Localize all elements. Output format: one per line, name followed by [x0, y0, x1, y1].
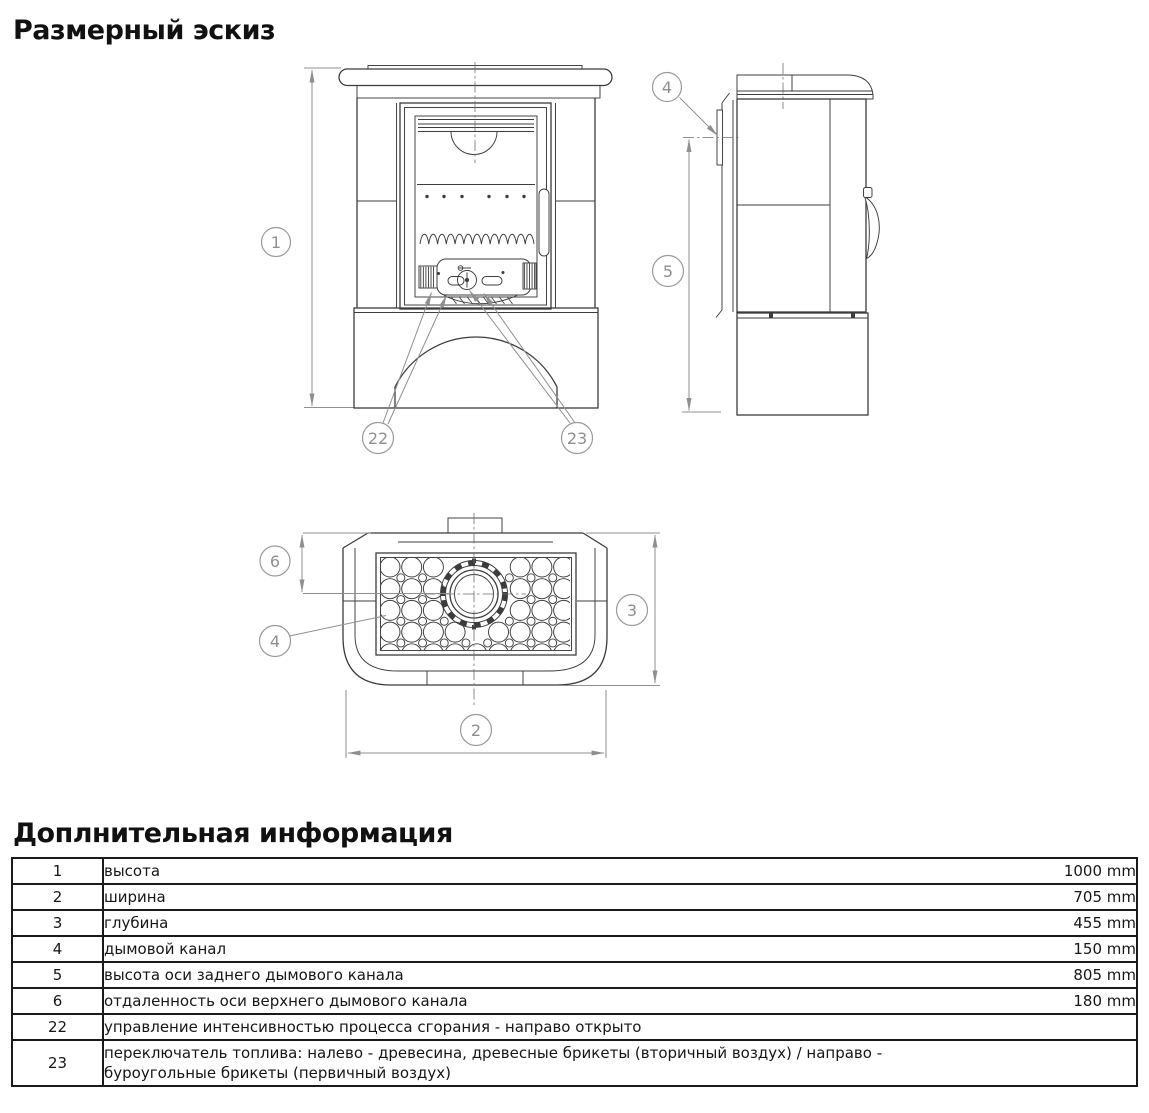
louver-band [418, 120, 534, 132]
callout-3 [617, 595, 648, 626]
row-value: 180 mm [978, 988, 1137, 1014]
top-plate-side [737, 75, 873, 99]
callout-4-top [260, 626, 291, 657]
collar [357, 86, 600, 99]
row-value: 805 mm [978, 962, 1137, 988]
table-row [12, 936, 1137, 962]
row-value: 1000 mm [978, 858, 1137, 884]
callout-5 [653, 256, 684, 287]
flame-grate-line [420, 234, 534, 244]
dimension-rear-axis [682, 140, 721, 413]
row-value: 455 mm [978, 910, 1137, 936]
svg-text:2: 2 [470, 721, 482, 740]
row-number: 23 [12, 1040, 103, 1086]
svg-text:5: 5 [662, 262, 674, 281]
door-handle-front [539, 189, 549, 256]
svg-text:6: 6 [269, 552, 281, 571]
svg-text:4: 4 [661, 78, 673, 97]
row-number: 22 [12, 1014, 103, 1040]
callout-1 [262, 228, 291, 257]
svg-text:23: 23 [566, 429, 588, 448]
row-description: ширина [103, 884, 978, 910]
row-number: 3 [12, 910, 103, 936]
table-row [12, 884, 1137, 910]
table-row [12, 988, 1137, 1014]
row-description: высота оси заднего дымового канала [103, 962, 978, 988]
row-number: 2 [12, 884, 103, 910]
base-front [354, 308, 598, 408]
grille-holes [380, 557, 574, 664]
front-view [262, 62, 613, 454]
svg-text:22: 22 [367, 429, 389, 448]
row-description [103, 1040, 978, 1086]
row-description-text: переключатель топлива: налево - древесина, древесные брикеты (вторичный воздух) / направо - буроугольные брикеты (первичный воздух) [104, 1044, 883, 1082]
callout-6 [260, 546, 290, 576]
svg-text:4: 4 [269, 632, 281, 651]
grille-frame [376, 553, 576, 655]
table-row [12, 910, 1137, 936]
row-description: управление интенсивностью процесса сгорания - направо открыто [103, 1014, 978, 1040]
row-number: 4 [12, 936, 103, 962]
baffle-arc [451, 132, 497, 155]
section-title-info: Доплнительная информация [13, 818, 453, 849]
rear-smoke-duct [716, 93, 733, 318]
side-view [653, 63, 880, 415]
top-plate [339, 69, 612, 86]
row-value [978, 1014, 1137, 1040]
base-arch [395, 337, 557, 408]
row-value: 150 mm [978, 936, 1137, 962]
callout-2 [461, 715, 492, 746]
row-value: 705 mm [978, 884, 1137, 910]
svg-text:1: 1 [270, 233, 282, 252]
row-description: отдаленность оси верхнего дымового канала [103, 988, 978, 1014]
row-number: 6 [12, 988, 103, 1014]
svg-text:3: 3 [626, 601, 638, 620]
row-description: дымовой канал [103, 936, 978, 962]
top-view [260, 513, 661, 758]
row-description: высота [103, 858, 978, 884]
callout-23 [562, 423, 593, 454]
air-holes [425, 195, 525, 198]
table-row [12, 858, 1137, 884]
row-description: глубина [103, 910, 978, 936]
body-side [737, 99, 866, 312]
row-number: 1 [12, 858, 103, 884]
callout-4-side [653, 73, 682, 102]
callout-22 [363, 423, 394, 454]
table-row [12, 962, 1137, 988]
table-row [12, 1014, 1137, 1040]
info-table [11, 857, 1138, 1087]
chimney-stub [448, 518, 502, 533]
row-number: 5 [12, 962, 103, 988]
base-side [737, 313, 868, 415]
page-title: Размерный эскиз [13, 15, 276, 46]
row-value [978, 1040, 1137, 1086]
table-row [12, 1040, 1137, 1086]
dimension-height [304, 68, 354, 408]
